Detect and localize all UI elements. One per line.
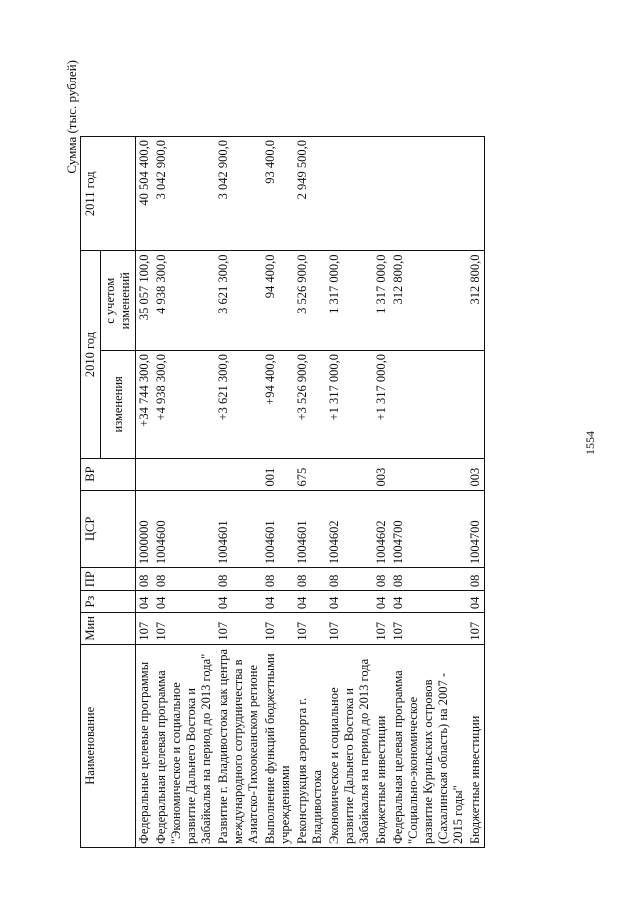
row-2011-cell: 40 504 400,0	[136, 137, 154, 251]
row-rz-cell: 04	[373, 591, 390, 613]
row-2011-cell: 3 042 900,0	[215, 137, 262, 251]
row-2011-cell	[373, 137, 390, 251]
row-vr-cell	[390, 458, 467, 490]
row-changes-cell: +3 621 300,0	[215, 351, 262, 459]
row-vr-cell: 003	[373, 458, 390, 490]
row-vr-cell	[326, 458, 373, 490]
row-csr-cell: 1004601	[294, 490, 326, 568]
budget-table	[80, 136, 485, 848]
row-changes-cell: +1 317 000,0	[326, 351, 373, 459]
row-total-cell: 35 057 100,0	[136, 251, 154, 351]
row-min-cell: 107	[326, 613, 373, 645]
row-vr-cell: 675	[294, 458, 326, 490]
header-rz: Рз	[81, 591, 136, 613]
table-row	[153, 137, 215, 848]
row-min-cell: 107	[294, 613, 326, 645]
row-min-cell: 107	[262, 613, 294, 645]
table-row	[136, 137, 154, 848]
row-pr-cell: 08	[215, 568, 262, 591]
row-2011-cell	[326, 137, 373, 251]
row-pr-cell: 08	[136, 568, 154, 591]
row-vr-cell: 001	[262, 458, 294, 490]
row-pr-cell: 08	[373, 568, 390, 591]
row-min-cell: 107	[390, 613, 467, 645]
table-row	[294, 137, 326, 848]
row-name-cell: Федеральные целевые программы	[136, 644, 154, 847]
header-year-2011: 2011 год	[81, 137, 136, 251]
row-rz-cell: 04	[136, 591, 154, 613]
row-total-cell: 1 317 000,0	[373, 251, 390, 351]
header-with-changes: с учетом изменений	[101, 251, 136, 351]
row-total-cell: 312 800,0	[390, 251, 467, 351]
row-total-cell: 312 800,0	[467, 251, 485, 351]
row-pr-cell: 08	[153, 568, 215, 591]
row-changes-cell: +94 400,0	[262, 351, 294, 459]
row-total-cell: 94 400,0	[262, 251, 294, 351]
row-min-cell: 107	[215, 613, 262, 645]
row-total-cell: 4 938 300,0	[153, 251, 215, 351]
row-changes-cell: +34 744 300,0	[136, 351, 154, 459]
table-header	[81, 137, 136, 848]
row-rz-cell: 04	[390, 591, 467, 613]
row-2011-cell: 3 042 900,0	[153, 137, 215, 251]
row-vr-cell: 003	[467, 458, 485, 490]
table-row	[390, 137, 467, 848]
row-name-cell: Реконструкция аэропорта г. Владивостока	[294, 644, 326, 847]
row-pr-cell: 08	[390, 568, 467, 591]
table-body	[136, 137, 485, 848]
row-total-cell: 3 621 300,0	[215, 251, 262, 351]
row-csr-cell: 1004602	[326, 490, 373, 568]
row-changes-cell: +4 938 300,0	[153, 351, 215, 459]
row-changes-cell	[390, 351, 467, 459]
row-vr-cell	[136, 458, 154, 490]
table-row	[373, 137, 390, 848]
row-rz-cell: 04	[215, 591, 262, 613]
row-name-cell: Бюджетные инвестиции	[373, 644, 390, 847]
row-total-cell: 3 526 900,0	[294, 251, 326, 351]
row-2011-cell: 2 949 500,0	[294, 137, 326, 251]
row-csr-cell: 1004700	[390, 490, 467, 568]
row-name-cell: Выполнение функций бюджетными учреждениями	[262, 644, 294, 847]
row-csr-cell: 1004700	[467, 490, 485, 568]
header-name: Наименование	[81, 644, 136, 847]
row-csr-cell: 1000000	[136, 490, 154, 568]
row-csr-cell: 1004601	[215, 490, 262, 568]
row-pr-cell: 08	[262, 568, 294, 591]
row-name-cell: Экономическое и социальное развитие Дальнего Востока и Забайкалья на период до 2013 года	[326, 644, 373, 847]
table-row	[215, 137, 262, 848]
header-min: Мин	[81, 613, 136, 645]
row-2011-cell	[390, 137, 467, 251]
row-rz-cell: 04	[153, 591, 215, 613]
header-vr: ВР	[81, 458, 136, 490]
row-csr-cell: 1004600	[153, 490, 215, 568]
row-name-cell: Федеральная целевая программа "Социально-экономическое развитие Курильских островов (Сахалинская область) на 2007 - 2015 годы"	[390, 644, 467, 847]
row-pr-cell: 08	[294, 568, 326, 591]
row-2011-cell: 93 400,0	[262, 137, 294, 251]
table-row	[467, 137, 485, 848]
row-csr-cell: 1004601	[262, 490, 294, 568]
row-min-cell: 107	[136, 613, 154, 645]
row-min-cell: 107	[467, 613, 485, 645]
header-changes: изменения	[101, 351, 136, 459]
row-pr-cell: 08	[467, 568, 485, 591]
units-caption: Сумма (тыс. рублей)	[64, 60, 79, 174]
row-vr-cell	[153, 458, 215, 490]
row-rz-cell: 04	[294, 591, 326, 613]
row-changes-cell: +3 526 900,0	[294, 351, 326, 459]
row-min-cell: 107	[153, 613, 215, 645]
row-min-cell: 107	[373, 613, 390, 645]
row-rz-cell: 04	[467, 591, 485, 613]
header-csr: ЦСР	[81, 490, 136, 568]
row-rz-cell: 04	[326, 591, 373, 613]
table-row	[326, 137, 373, 848]
row-vr-cell	[215, 458, 262, 490]
row-name-cell: Бюджетные инвестиции	[467, 644, 485, 847]
table-row	[262, 137, 294, 848]
row-name-cell: Развитие г. Владивостока как центра международного сотрудничества в Азиатско-Тихоокеанском регионе	[215, 644, 262, 847]
row-changes-cell: +1 317 000,0	[373, 351, 390, 459]
row-rz-cell: 04	[262, 591, 294, 613]
header-pr: ПР	[81, 568, 136, 591]
row-csr-cell: 1004602	[373, 490, 390, 568]
page-number: 1554	[583, 431, 597, 455]
row-changes-cell	[467, 351, 485, 459]
row-name-cell: Федеральная целевая программа "Экономическое и социальное развитие Дальнего Востока и Забайкалья на период до 2013 года"	[153, 644, 215, 847]
row-total-cell: 1 317 000,0	[326, 251, 373, 351]
header-year-2010: 2010 год	[81, 251, 101, 458]
row-pr-cell: 08	[326, 568, 373, 591]
row-2011-cell	[467, 137, 485, 251]
